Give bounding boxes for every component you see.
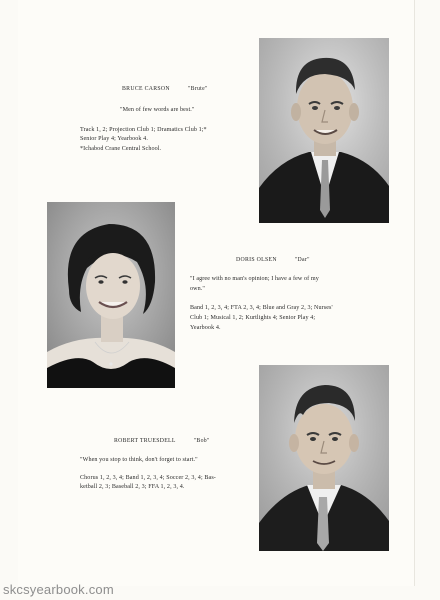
senior-nickname: "Brute"	[187, 86, 208, 92]
activities-line: *Ichabod Crane Central School.	[80, 146, 162, 153]
activities-line: Chorus 1, 2, 3, 4; Band 1, 2, 3, 4; Soccer 2, 3, 4; Bas-	[80, 474, 216, 481]
senior-photo-doris-olsen	[47, 202, 175, 388]
senior-activities	[80, 126, 260, 155]
senior-photo-bruce-carson	[259, 38, 389, 223]
senior-name: BRUCE CARSON	[122, 86, 170, 92]
senior-photo-robert-truesdell	[259, 365, 389, 551]
senior-nickname: "Bob"	[193, 438, 210, 444]
portrait-drawing	[259, 38, 389, 223]
senior-name-line	[114, 437, 260, 447]
senior-nickname: "Dar"	[294, 257, 310, 263]
activities-line: Track 1, 2; Projection Club 1; Dramatics Club 1;*	[80, 126, 207, 133]
senior-activities	[190, 304, 390, 333]
activities-line: ketball 2, 3; Baseball 2, 3; FFA 1, 2, 3, 4.	[80, 484, 185, 491]
senior-quote: "When you stop to think, don't forget to start."	[80, 456, 198, 463]
senior-entry-bruce-carson	[80, 85, 260, 155]
activities-line: Band 1, 2, 3, 4; FTA 2, 3, 4; Blue and Gray 2, 3; Nurses'	[190, 305, 333, 312]
senior-name-line	[236, 256, 390, 266]
quote-line: own."	[190, 285, 206, 292]
activities-line: Yearbook 4.	[190, 324, 221, 331]
senior-quote: "Men of few words are best."	[120, 106, 195, 113]
quote-line: "I agree with no man's opinion; I have a few of my	[190, 275, 319, 282]
senior-activities	[80, 474, 260, 494]
senior-name: ROBERT TRUESDELL	[114, 438, 176, 444]
senior-name-line	[122, 85, 260, 95]
site-watermark: skcsyearbook.com	[3, 582, 114, 597]
activities-line: Club 1; Musical 1, 2; Kurtlights 4; Senior Play 4;	[190, 315, 316, 322]
activities-line: Senior Play 4; Yearbook 4.	[80, 136, 148, 143]
portrait-drawing	[259, 365, 389, 551]
senior-name: DORIS OLSEN	[236, 257, 277, 263]
senior-quote	[190, 275, 390, 295]
senior-entry-robert-truesdell	[80, 437, 260, 493]
senior-entry-doris-olsen	[190, 256, 390, 334]
portrait-drawing	[47, 202, 175, 388]
